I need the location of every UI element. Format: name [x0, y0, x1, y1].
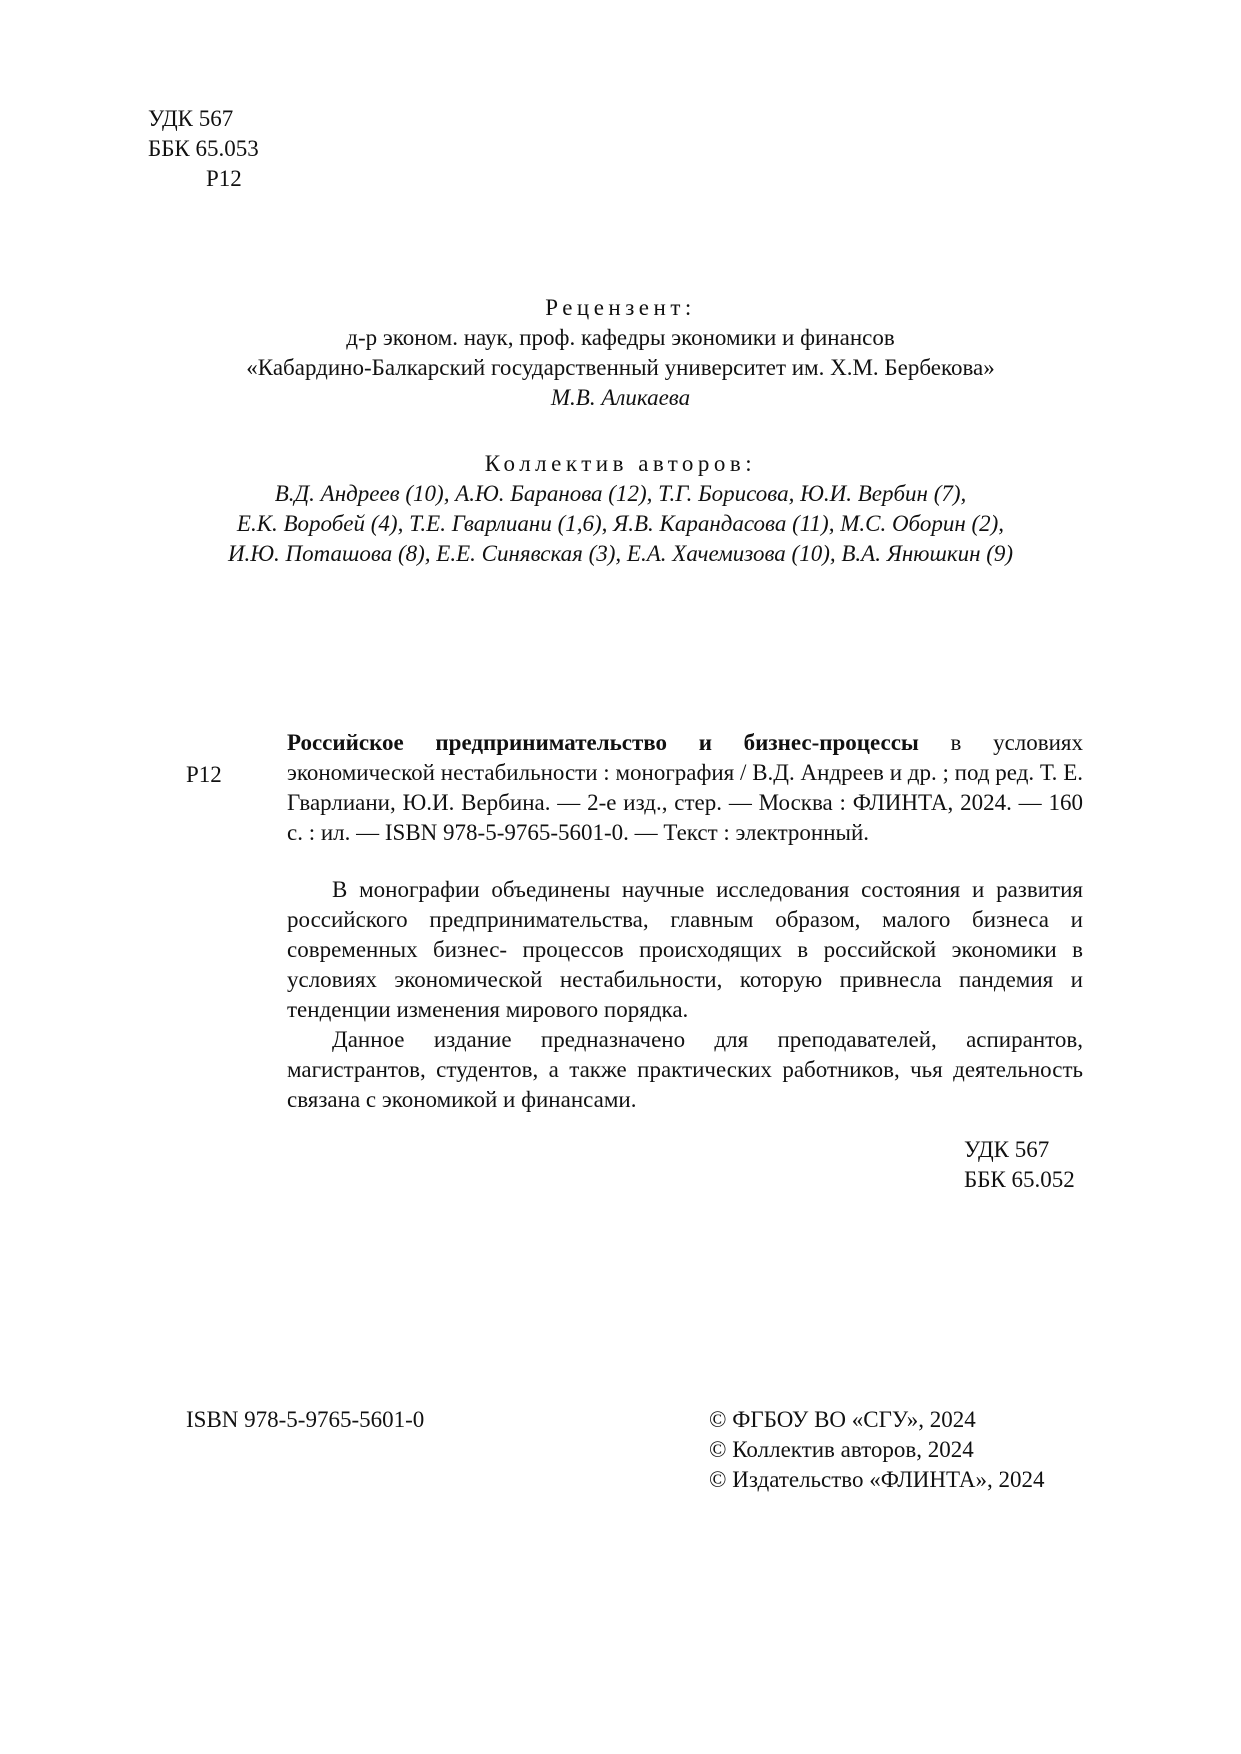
copyright-line: © Коллектив авторов, 2024	[709, 1437, 974, 1462]
reviewer-name: М.В. Аликаева	[550, 385, 691, 410]
udk-code: УДК 567	[148, 106, 234, 131]
copyright-block	[709, 1405, 1045, 1495]
annotation-paragraph: Данное издание предназначено для преподавателей, аспирантов, магистрантов, студентов, а также практических работников, чья деятельность связана с экономикой и финансами.	[287, 1027, 1083, 1112]
reviewer-position: д-р эконом. наук, проф. кафедры экономики и финансов	[346, 325, 895, 350]
authors-block	[0, 449, 1241, 569]
classification-codes-bottom	[964, 1135, 1075, 1195]
udk-code: УДК 567	[964, 1137, 1050, 1162]
annotation-paragraph: В монографии объединены научные исследования состояния и развития российского предпринимательства, главным образом, малого бизнеса и современных бизнес- процессов происходящих в российской экономики в условиях экономической нестабильности, которую привнесла пандемия и тенденции изменения мирового порядка.	[287, 877, 1083, 1022]
bibliographic-description	[287, 728, 1083, 848]
reviewer-block	[0, 293, 1241, 413]
annotation	[287, 875, 1083, 1115]
isbn: ISBN 978-5-9765-5601-0	[186, 1407, 425, 1432]
reviewer-heading: Рецензент:	[545, 295, 696, 320]
bibliographic-author-mark: Р12	[186, 762, 222, 787]
authors-line: В.Д. Андреев (10), А.Ю. Баранова (12), Т.Г. Борисова, Ю.И. Вербин (7),	[274, 481, 967, 506]
bibliographic-details: в условиях экономической нестабильности : монография / В.Д. Андреев и др. ; под ред. Т. Е. Гварлиани, Ю.И. Вербина. — 2-е изд., стер. — Москва : ФЛИНТА, 2024. — 160 с. : ил. — ISBN 978-5-9765-5601-0. — Текст : электронный.	[287, 730, 1083, 845]
book-title: Российское предпринимательство и бизнес-процессы	[287, 730, 919, 755]
classification-codes-top	[148, 104, 448, 194]
authors-line: И.Ю. Поташова (8), Е.Е. Синявская (3), Е.А. Хачемизова (10), В.А. Янюшкин (9)	[227, 541, 1014, 566]
bbk-code: ББК 65.053	[148, 136, 259, 161]
authors-heading: Коллектив авторов:	[484, 451, 757, 476]
author-mark: Р12	[206, 166, 242, 191]
copyright-line: © ФГБОУ ВО «СГУ», 2024	[709, 1407, 976, 1432]
bbk-code: ББК 65.052	[964, 1167, 1075, 1192]
copyright-line: © Издательство «ФЛИНТА», 2024	[709, 1467, 1045, 1492]
authors-line: Е.К. Воробей (4), Т.Е. Гварлиани (1,6), Я.В. Карандасова (11), М.С. Оборин (2),	[236, 511, 1005, 536]
reviewer-institution: «Кабардино-Балкарский государственный университет им. Х.М. Бербекова»	[246, 355, 995, 380]
